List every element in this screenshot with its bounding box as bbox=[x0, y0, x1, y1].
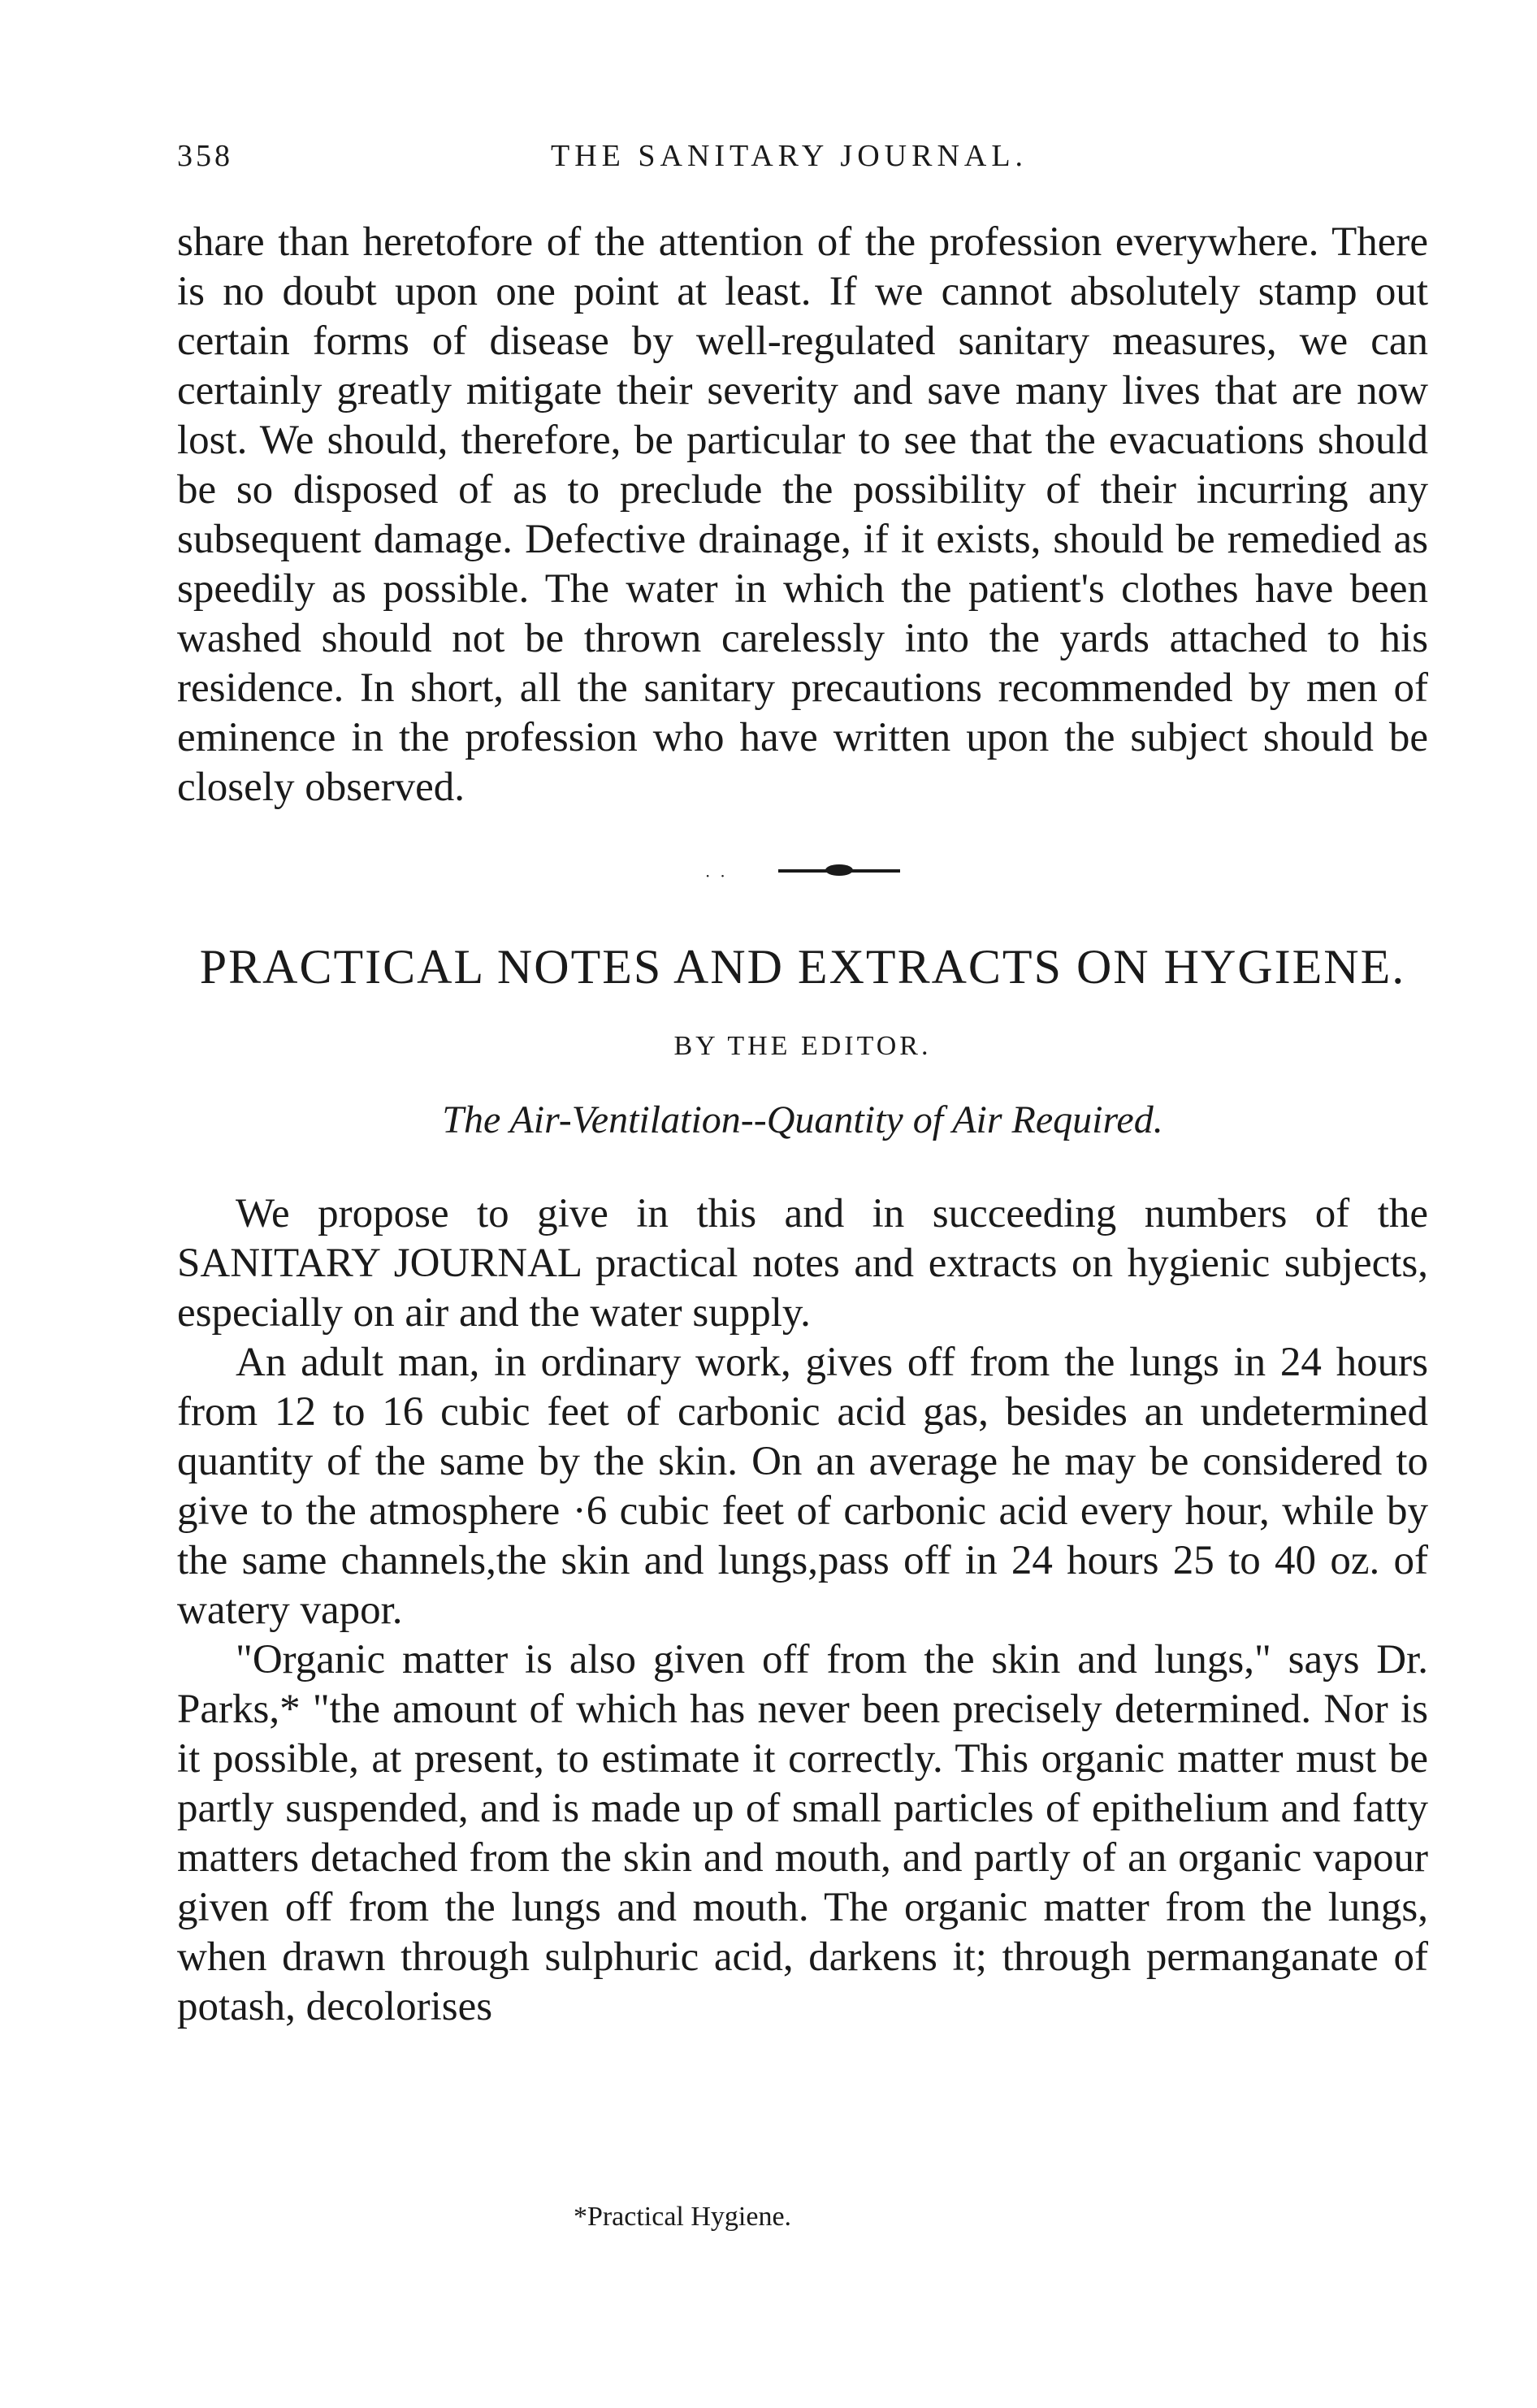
page bbox=[177, 138, 1428, 2032]
divider-ornament bbox=[825, 864, 853, 876]
section-body bbox=[177, 1189, 1428, 2032]
section-byline: BY THE EDITOR. bbox=[673, 1031, 932, 1061]
body-paragraph-3: "Organic matter is also given off from the skin and lungs," says Dr. Parks,* "the amount of which has never been precisely determined. Nor is it possible, at present, to estimate it correctly. This organic matter must be partly suspended, and is made up of small particles of epithelium and fatty matters detached from the skin and mouth, and partly of an organic vapour given off from the lungs and mouth. The organic matter from the lungs, when drawn through sulphuric acid, darkens it; through permanganate of potash, decolorises bbox=[177, 1637, 1428, 2029]
continued-paragraph: share than heretofore of the attention of the profession everywhere. There is no doubt upon one point at least. If we cannot absolutely stamp out certain forms of disease by well-regulated sanitary measures, we can certainly greatly mitigate their severity and save many lives that are now lost. We should, therefore, be particular to see that the evacuations should be so disposed of as to preclude the possibility of their incurring any subsequent damage. Defective drainage, if it exists, should be remedied as speedily as possible. The water in which the patient's clothes have been washed should not be thrown carelessly into the yards attached to his residence. In short, all the sanitary precautions recommended by men of eminence in the profession who have written upon the subject should be closely observed. bbox=[177, 219, 1428, 810]
journal-title: THE SANITARY JOURNAL. bbox=[551, 139, 1028, 173]
running-header bbox=[177, 138, 1428, 187]
body-paragraph-1: We propose to give in this and in succeeding numbers of the SANITARY JOURNAL practical notes and extracts on hygienic subjects, especially on air and the water supply. bbox=[177, 1191, 1428, 1336]
footnote: *Practical Hygiene. bbox=[573, 2202, 792, 2232]
section-title: PRACTICAL NOTES AND EXTRACTS ON HYGIENE. bbox=[199, 940, 1406, 994]
page-number: 358 bbox=[177, 139, 233, 173]
section-subheading: The Air-Ventilation--Quantity of Air Required. bbox=[442, 1098, 1163, 1141]
section-divider bbox=[705, 858, 900, 886]
divider-dots: ·· bbox=[705, 866, 735, 886]
body-paragraph-2: An adult man, in ordinary work, gives off from the lungs in 24 hours from 12 to 16 cubic feet of carbonic acid gas, besides an undetermined quantity of the same by the skin. On an average he may be considered to give to the atmosphere ·6 cubic feet of carbonic acid every hour, while by the same channels,the skin and lungs,pass off in 24 hours 25 to 40 oz. of watery vapor. bbox=[177, 1340, 1428, 1633]
